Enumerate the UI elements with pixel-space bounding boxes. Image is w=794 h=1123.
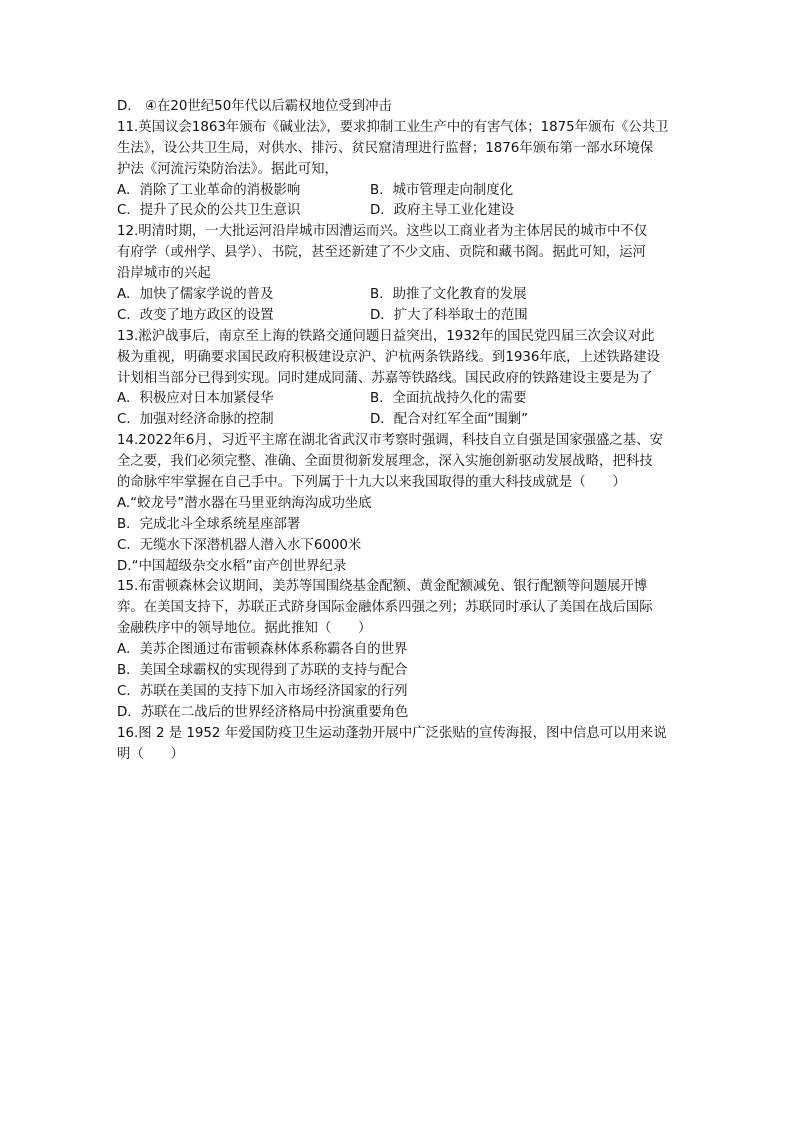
q14-stem-line-3: 的命脉牢牢掌握在自己手中。下列属于十九大以来我国取得的重大科技成就是（ ） — [117, 475, 626, 491]
question-list — [117, 97, 677, 766]
q13-option-c: C．加强对经济命脉的控制 — [117, 412, 274, 428]
q16-stem-line-2: 明（ ） — [117, 746, 184, 762]
q12-stem-line-3: 沿岸城市的兴起 — [117, 266, 211, 282]
q11-option-c: C．提升了民众的公共卫生意识 — [117, 203, 301, 219]
q11-stem-line-1: 11.英国议会1863年颁布《碱业法》，要求抑制工业生产中的有害气体；1875年颁布《公共卫 — [117, 119, 669, 135]
q16-stem-line-1: 16.图 2 是 1952 年爱国防疫卫生运动蓬勃开展中广泛张贴的宣传海报，图中信息可以用来说 — [117, 725, 667, 741]
q13-option-a: A．积极应对日本加紧侵华 — [117, 391, 274, 407]
q15-stem-line-2: 弈。在美国支持下，苏联正式跻身国际金融体系四强之列；苏联同时承认了美国在战后国际 — [117, 600, 653, 616]
q13-option-d: D．配合对红军全面“围剿” — [370, 412, 529, 428]
q15-option-d: D．苏联在二战后的世界经济格局中扮演重要角色 — [117, 704, 409, 720]
q14-option-a: A.“蛟龙号”潜水器在马里亚纳海沟成功坐底 — [117, 495, 372, 511]
q13-stem-line-2: 极为重视，明确要求国民政府积极建设京沪、沪杭两条铁路线。到1936年底，上述铁路建设 — [117, 349, 660, 365]
q14-option-c: C．无缆水下深潜机器人潜入水下6000米 — [117, 537, 362, 553]
q11-options-row-1 — [117, 181, 677, 202]
q12-option-c: C．改变了地方政区的设置 — [117, 307, 274, 323]
q13-options-row-2 — [117, 410, 677, 431]
q12-option-b: B．助推了文化教育的发展 — [370, 287, 527, 303]
q15-option-b: B．美国全球霸权的实现得到了苏联的支持与配合 — [117, 663, 408, 679]
q12-options-row-2 — [117, 306, 677, 327]
q15-stem-line-1: 15.布雷顿森林会议期间，美苏等国围绕基金配额、黄金配额减免、银行配额等问题展开博 — [117, 579, 648, 595]
q14-option-d: D.“中国超级杂交水稻”亩产创世界纪录 — [117, 558, 347, 574]
q11-stem-line-2: 生法》，设公共卫生局，对供水、排污、贫民窟清理进行监督；1876年颁布第一部水环境保 — [117, 140, 654, 156]
q11-option-b: B．城市管理走向制度化 — [370, 182, 514, 198]
q14-stem-line-1: 14.2022年6月，习近平主席在湖北省武汉市考察时强调，科技自立自强是国家强盛之基、安 — [117, 433, 663, 449]
q13-option-b: B．全面抗战持久化的需要 — [370, 391, 527, 407]
q15-option-c: C．苏联在美国的支持下加入市场经济国家的行列 — [117, 683, 408, 699]
q15-stem-line-3: 金融秩序中的领导地位。据此推知（ ） — [117, 621, 372, 637]
q13-stem-line-1: 13.淞沪战事后，南京至上海的铁路交通问题日益突出，1932年的国民党四届三次会议对此 — [117, 328, 655, 344]
q12-stem-line-1: 12.明清时期，一大批运河沿岸城市因漕运而兴。这些以工商业者为主体居民的城市中不仅 — [117, 224, 648, 240]
q13-options-row-1 — [117, 389, 677, 410]
q13-stem-line-3: 计划相当部分已得到实现。同时建成同蒲、苏嘉等铁路线。国民政府的铁路建设主要是为了 — [117, 370, 653, 386]
q14-option-b: B．完成北斗全球系统星座部署 — [117, 516, 301, 532]
q11-options-row-2 — [117, 201, 677, 222]
q12-options-row-1 — [117, 285, 677, 306]
q12-option-d: D．扩大了科举取士的范围 — [370, 307, 528, 323]
q12-option-a: A．加快了儒家学说的普及 — [117, 287, 274, 303]
q12-stem-line-2: 有府学（或州学、县学）、书院，甚至还新建了不少文庙、贡院和藏书阁。据此可知，运河 — [117, 245, 646, 261]
q15-option-a: A．美苏企图通过布雷顿森林体系称霸各自的世界 — [117, 642, 408, 658]
q11-option-a: A．消除了工业革命的消极影响 — [117, 182, 301, 198]
q11-option-d: D．政府主导工业化建设 — [370, 203, 515, 219]
q10-option-d: D． ④在20世纪50年代以后霸权地位受到冲击 — [117, 99, 392, 114]
q11-stem-line-3: 护法《河流污染防治法》。据此可知， — [117, 161, 338, 177]
q14-stem-line-2: 全之要，我们必须完整、准确、全面贯彻新发展理念，深入实施创新驱动发展战略，把科技 — [117, 454, 653, 470]
